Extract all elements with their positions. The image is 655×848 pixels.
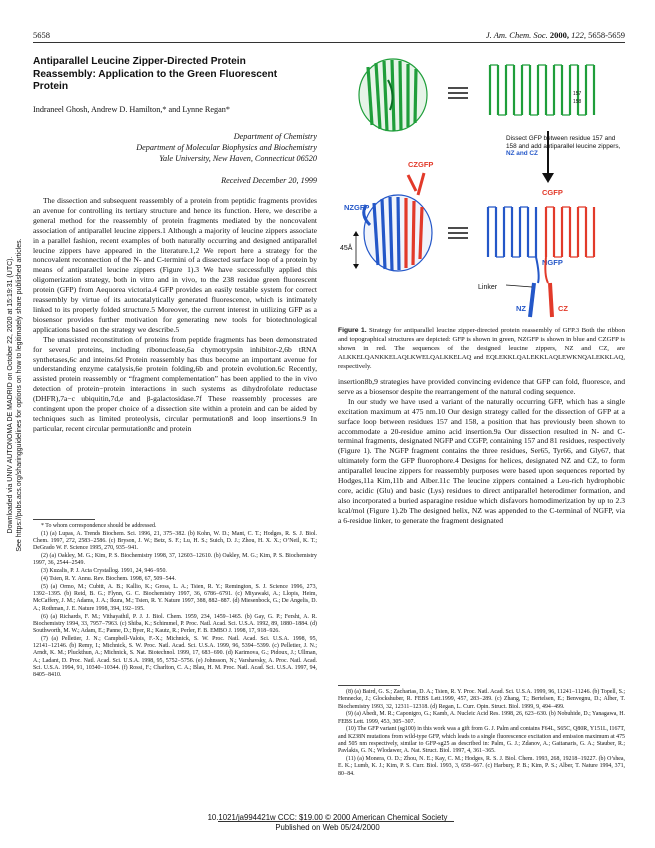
title-line: Protein xyxy=(33,81,69,92)
affiliation xyxy=(33,132,317,164)
published-date: Published on Web 05/24/2000 xyxy=(275,823,380,832)
figure-1 xyxy=(338,55,625,322)
page-number: 5658 xyxy=(33,30,50,40)
dissect-description: Dissect GFP between residue 157 and 158 and add antiparallel leucine zippers, xyxy=(506,135,621,150)
linker-label: Linker xyxy=(478,284,498,291)
caption-label: Figure 1. xyxy=(338,327,367,334)
received-date: Received December 20, 1999 xyxy=(221,176,317,185)
res-label-158: 158 xyxy=(573,99,582,105)
gfp-topology xyxy=(486,61,600,125)
running-header xyxy=(484,30,625,40)
footnote: (7) (a) Pelletier, J. N.; Campbell-Valois, F.-X.; Michnick, S. W. Proc. Natl. Acad. Sci. U.S.A. 1998, 95, 12141−12146. (b) Remy, I.; Michnick, S. W. Proc. Natl. Acad. Sci. U.S.A. 1999, 96, 5394−5399. (c) Pelletier, J. N.; Arndt, K. M.; Pluckthun, A.; Michnick, S. Nat. Biotechnol. 1999, 17, 683−690. (d) Karimova, G.; Pidoux, J.; Ullman, A.; Ladant, D. Proc. Natl. Acad. Sci. U.S.A. 1998, 95, 5752−5756. (e) Johnsson, N.; Varshavsky, A. Proc. Natl. Acad. Sci. U.S.A. 1994, 91, 10340−10344. (f) Rossi, F.; Charlton, C. A.; Blau, H. M. Proc. Natl. Acad. Sci. U.S.A. 1997, 94, 8405−8410. xyxy=(33,635,317,679)
gfp-ribbon-structure xyxy=(359,59,427,131)
leucine-zippers xyxy=(506,283,552,317)
left-column-body xyxy=(33,196,317,434)
paragraph: The unassisted reconstitution of proteins from peptide fragments has been demonstrated for several proteins, including ribonuclease,6a chymotrypsin inhibitor-2,6b tRNA synthetases,6c and inteins.6d Protein reassembly has thus become an important avenue for understanding enzyme catalysis,6e protein folding,6b and protein evolution.6c Recently, assisted protein reassembly or “fragment complementation” has been applied to the in vivo detection of protein−protein interactions in such systems as dihydrofolate reductase (DHFR),7a−c ubiquitin,7d,e and β-galactosidase.7f These reassembly processes are contingent upon the proper choice of a dissection site within a protein and can be aided by techniques such as limited proteolysis, circular permutation8 and loop insertions.9 In particular, recent circular permutation8c and protein xyxy=(33,334,317,433)
footnote: (3) Kuzalis, P. J. Acta Crystallog. 1991, 24, 946−950. xyxy=(41,568,167,575)
download-sidebar xyxy=(6,160,26,630)
caption-text: Strategy for antiparallel leucine zipper-directed protein reassembly of GFP.3 Both the ribbon and topographical structures are depicted: GFP is shown in green, NZGFP is shown in blue and CZGFP is shown in red. The sequences of the designed leucine zippers, NZ and CZ, are ALKKELQANKKELAQLKWELQALKKELAQ and EQLEKKLQALEKKLAQLEWKNQALEKKLAQ, respectively. xyxy=(338,327,625,370)
nzgfp-label: NZGFP xyxy=(344,203,370,212)
left-footnotes xyxy=(33,523,317,680)
cz-label: CZ xyxy=(558,304,568,313)
paragraph: insertion8b,9 strategies have provided convincing evidence that GFP can fold, fluoresce, and serve as a biosensor despite the rearrangement of the natural coding sequence. xyxy=(338,377,625,396)
journal-volume: 122, xyxy=(571,30,587,40)
footnote: (1) (a) Lupas, A. Trends Biochem. Sci. 1996, 21, 375−382. (b) Kohn, W. D.; Mant, C. T.; Hodges, R. S. J. Biol. Chem. 1997, 272, 2583−2586. (c) Bryson, J. W.; Betz, S. F.; Lu, H. S.; Suich, D. J.; Zhou, H. X. X.; O’Neil, K. T.; DeGrado W. F. Science 1995, 270, 935−941. xyxy=(33,530,317,552)
footnote: (8) (a) Baird, G. S.; Zacharias, D. A.; Tsien, R. Y. Proc. Natl. Acad. Sci. U.S.A. 1999, 96, 11241−11246. (b) Topell, S.; Hennecke, J.; Glockshuber, R. FEBS Lett.1999, 457, 283−289. (c) Zhang, T.; Bertelsen, E.; Benvegnu, D.; Alber, T. Biochemistry 1993, 32, 12311−12318. (d) Regan, L. Curr. Opin. Struct. Biol. 1999, 9, 494−499. xyxy=(338,689,625,710)
download-notice: Downloaded via UNIV AUTONOMA DE MADRID on October 22, 2020 at 15:19:31 (UTC). xyxy=(7,256,14,534)
sharing-notice: See https://pubs.acs.org/sharingguidelines for options on how to legitimately share published articles. xyxy=(16,238,23,552)
footnote: * To whom correspondence should be addressed. xyxy=(41,523,157,529)
cgfp-label: CGFP xyxy=(542,188,563,197)
article-title xyxy=(33,56,318,94)
affiliation-line: Department of Molecular Biophysics and Biochemistry xyxy=(136,142,317,152)
doi-line: 10.1021/ja994421w CCC: $19.00 © 2000 American Chemical Society xyxy=(207,813,448,822)
journal-pages-end: -5659 xyxy=(605,30,625,40)
paragraph: In our study we have used a variant of the naturally occurring GFP, which has a single excitation maximum at 475 nm.10 Our design strategy called for the dissection of GFP at a surface loop between residues 157 and 158, a position that has previously been shown to accommodate a 20-residue amino acid insertion.9a Our dissection resulted in N- and C-terminal fragments, designated NGFP and CGFP, containing 157 and 81 residues, respectively (Figure 1). The NGFP fragment contains the three residues, Ser65, Tyr66, and Gly67, that ultimately form the GFP fluorophore.4 Designs for helices, designated NZ and CZ, to form antiparallel leucine zippers for reassembly purposes were based upon sequences reported by Hodges,11a Kim,11b and Alber.11c The leucine zippers contained a Leu-rich hydrophobic core, acidic (Glu) and basic (Lys) residues to direct antiparallel heterodimer formation, and also incorporated a buried asparagine residue which disfavors homodimerization by up to 2.3 kcal/mol (Figure 1).2b The designed helix, NZ was appended to the C-terminal of NGFP, via a 6-residue linker, to generate the fragment designated xyxy=(338,396,625,525)
distance-label: 45Å xyxy=(340,245,353,252)
authors: Indraneel Ghosh, Andrew D. Hamilton,* and Lynne Regan* xyxy=(33,105,230,114)
ngfp-label: NGFP xyxy=(542,258,563,267)
split-gfp-topology xyxy=(488,207,594,283)
right-footnotes xyxy=(338,689,625,778)
right-column-body xyxy=(338,377,625,526)
footnote: (5) (a) Ormo, M.; Cubitt, A. B.; Kallio, K.; Gross, L. A.; Tsien, R. Y.; Remington, S. J. Science 1996, 273, 1392−1395. (b) Reid, B. G.; Flynn, G. C. Biochemistry 1997, 36, 6786−6791. (c) Miyawaki, A.; Llopis, Heim, McCaffery, J. M.; Adams, J. A.; Ikura, M.; Tsien, R. Y. Nature 1997, 388, 882−887. (d) Miesenbock, G.; De Angelis, D. A.; Rothman, J. E. Nature 1998, 394, 192−195. xyxy=(33,583,317,612)
figure-1-diagram xyxy=(338,55,625,322)
nz-label: NZ xyxy=(516,304,526,313)
footnote: (10) The GFP variant (sg100) in this work was a gift from G. J. Palm and contains F64L, S65C, Q80R, Y151L, I167T, and K238N mutations from wild-type GFP, which leads to a single fluorescence excitation and emission maximum at 475 and 505 nm respectively, similar to GFP-sg25 as described in: Palm, G. J.; Zdanov, A.; Gaitanaris, G. A.; Stauber, R.; Pavlakis, G. N.; Wlodawer, A. Nat. Struct. Biol. 1997, 4, 361−365. xyxy=(338,726,625,755)
equivalent-sign xyxy=(448,228,468,238)
affiliation-line: Department of Chemistry xyxy=(233,132,317,141)
footer-rule xyxy=(218,821,454,822)
res-label-157: 157 xyxy=(573,91,582,97)
title-line: Reassembly: Application to the Green Fluorescent xyxy=(33,68,278,80)
journal-name: J. Am. Chem. Soc. xyxy=(485,30,548,40)
footnote: (9) (a) Abedi, M. R.; Caponigro, G.; Kamb, A. Nucleic Acid Res. 1998, 26, 623−630. (b) Nobuhide, D.; Yanagawa, H. FEBS Lett. 1999, 453, 305−307. xyxy=(338,711,625,725)
journal-pages: 5658 xyxy=(588,30,606,40)
title-line: Antiparallel Leucine Zipper-Directed Protein xyxy=(33,56,246,67)
footnote: (2) (a) Oakley, M. G.; Kim, P. S. Biochemistry 1998, 37, 12603−12610. (b) Oakley, M. G.; Kim, P. S. Biochemistry 1997, 36, 2544−2549. xyxy=(33,553,317,567)
czgfp-label: CZGFP xyxy=(408,160,434,169)
journal-year: 2000, xyxy=(549,30,570,40)
header-rule xyxy=(33,42,625,43)
nz-cz-label: NZ and CZ xyxy=(506,150,538,158)
footnote-rule xyxy=(33,519,95,520)
figure-caption xyxy=(338,326,625,371)
reassembled-gfp-ribbon xyxy=(364,173,432,271)
footnote: (6) (a) Richards, F. M.; Vithayathil, P. J. J. Biol. Chem. 1959, 234, 1459−1465. (b) Gay, G. P.; Fersht, A. R. Biochemistry 1994, 33, 7957−7963. (c) Shiba, K.; Schimmel, P. Proc. Natl. Acad. Sci. U.S.A. 1992, 89, 1880−1884. (d) Southworth, M. W.; Adam, E.; Panne, D.; Byer, R.; Kautz, R.; Perler, F. B. EMBO J. 1998, 17, 918−926. xyxy=(33,613,317,635)
footnote-rule xyxy=(338,685,400,686)
equivalent-sign xyxy=(448,88,468,98)
paragraph: The dissection and subsequent reassembly of a protein from peptidic fragments provides an avenue for controlling its tertiary structure and hence its function. Here, we describe a general method for the reassembly of protein fragments mediated by the noncovalent association of antiparallel leucine zippers.1 Although a majority of leucine zippers associate in a parallel fashion, recent examples of both naturally occurring and designed antiparallel leucine zippers have appeared in the literature.1,2 We report here a strategy for the noncovalent reconnection of the N- and C-termini of a dissected surface loop of a protein by means of antiparallel leucine zippers (Figure 1).3 We have successfully applied this oligomerization strategy, both in vitro and in vivo, to the 238 residue green fluorescent protein (GFP) from Aequorea victoria.4 GFP provides an easily testable system for correct reassembly by virtue of its autocatalytically generated fluorescence, which is intimately linked to its properly folded structure.5 Moreover, the current interest in utilizing GFP as a biosensor provides further motivation for generating new tools for biotechnological applications based on the strategy we describe.5 xyxy=(33,196,317,334)
footnote: (11) (a) Monera, O. D.; Zhou, N. E.; Kay, C. M.; Hodges, R. S. J. Biol. Chem. 1993, 268, 19218−19227. (b) O’shea, E. K.; Lumb, K. J.; Kim, P. S. Curr. Biol. 1993, 3, 658−667. (c) Harbury, P. B.; Kim, P. S.; Alber, T. Nature 1994, 371, 80−84. xyxy=(338,756,625,777)
footnote: (4) Tsien, R. Y. Annu. Rev. Biochem. 1998, 67, 509−544. xyxy=(41,576,176,583)
affiliation-line: Yale University, New Haven, Connecticut 06520 xyxy=(159,153,317,163)
